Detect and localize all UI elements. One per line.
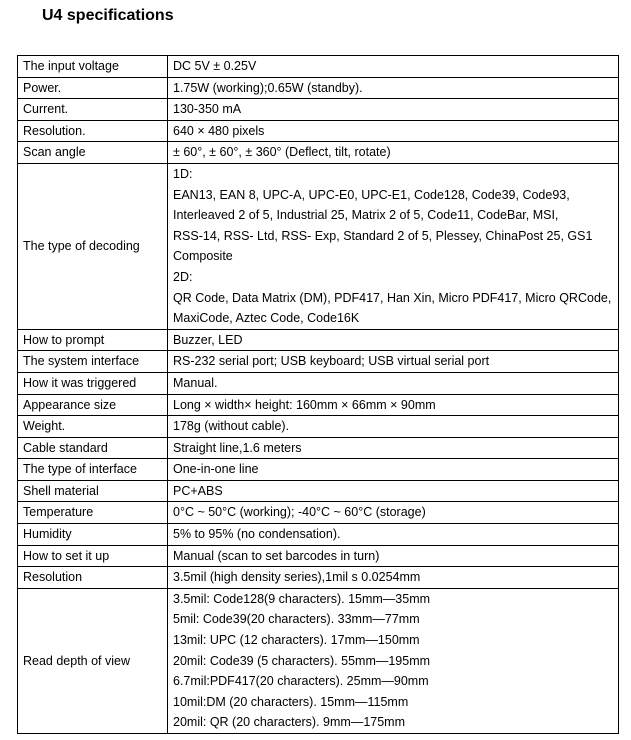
spec-value (168, 99, 619, 121)
spec-label: Current. (18, 99, 168, 121)
table-row (18, 524, 619, 546)
table-row (18, 588, 619, 733)
spec-value-line: ± 60°, ± 60°, ± 360° (Deflect, tilt, rotate) (173, 145, 391, 160)
spec-value-line: RS-232 serial port; USB keyboard; USB virtual serial port (173, 354, 490, 369)
spec-label: Resolution (18, 567, 168, 589)
spec-value (168, 394, 619, 416)
page-title: U4 specifications (42, 7, 174, 24)
spec-label: Shell material (18, 480, 168, 502)
spec-value-line: DC 5V ± 0.25V (173, 59, 257, 73)
spec-value-line: 1D: (173, 166, 193, 181)
spec-label: Humidity (18, 524, 168, 546)
spec-value-line: 13mil: UPC (12 characters). 17mm—150mm (173, 633, 420, 648)
spec-value (168, 163, 619, 329)
spec-label: How to prompt (18, 329, 168, 351)
table-row (18, 77, 619, 99)
spec-value-line: Interleaved 2 of 5, Industrial 25, Matrix 2 of 5, Code11, CodeBar, MSI, (173, 208, 559, 223)
spec-label: The type of interface (18, 459, 168, 481)
table-row (18, 163, 619, 329)
spec-value (168, 524, 619, 546)
spec-value (168, 502, 619, 524)
spec-value (168, 416, 619, 438)
spec-value-line: 0°C ~ 50°C (working); -40°C ~ 60°C (storage) (173, 505, 426, 520)
spec-value-line: Long × width× height: 160mm × 66mm × 90mm (173, 397, 436, 412)
table-row (18, 545, 619, 567)
spec-value (168, 329, 619, 351)
spec-value (168, 567, 619, 589)
spec-value (168, 77, 619, 99)
spec-label: Cable standard (18, 437, 168, 459)
table-row (18, 99, 619, 121)
table-row (18, 416, 619, 438)
table-row (18, 567, 619, 589)
spec-value (168, 480, 619, 502)
table-row (18, 329, 619, 351)
table-row (18, 394, 619, 416)
spec-value-line: MaxiCode, Aztec Code, Code16K (173, 311, 360, 326)
spec-value (168, 437, 619, 459)
table-row (18, 459, 619, 481)
specifications-table-body (18, 56, 619, 734)
spec-label: Read depth of view (18, 588, 168, 733)
spec-value-line: 2D: (173, 269, 193, 284)
spec-label: How it was triggered (18, 372, 168, 394)
spec-label: Weight. (18, 416, 168, 438)
spec-value-line: RSS-14, RSS- Ltd, RSS- Exp, Standard 2 of 5, Plessey, ChinaPost 25, GS1 (173, 228, 593, 243)
spec-value-line: Composite (173, 249, 233, 264)
spec-value-line: 1.75W (working);0.65W (standby). (173, 80, 363, 95)
spec-value-line: EAN13, EAN 8, UPC-A, UPC-E0, UPC-E1, Code128, Code39, Code93, (173, 187, 570, 202)
spec-label: The type of decoding (18, 163, 168, 329)
table-row (18, 437, 619, 459)
specifications-table (17, 55, 619, 734)
spec-value (168, 459, 619, 481)
table-row (18, 502, 619, 524)
spec-label: Scan angle (18, 142, 168, 164)
spec-value (168, 351, 619, 373)
table-row (18, 56, 619, 78)
spec-value-line: 3.5mil (high density series),1mil s 0.0254mm (173, 570, 421, 585)
spec-value-line: 6.7mil:PDF417(20 characters). 25mm—90mm (173, 674, 429, 689)
spec-value-line: 130-350 mA (173, 102, 242, 117)
spec-value-line: One-in-one line (173, 462, 259, 477)
spec-label: The system interface (18, 351, 168, 373)
spec-label: Appearance size (18, 394, 168, 416)
spec-value (168, 56, 619, 78)
spec-value-line: 3.5mil: Code128(9 characters). 15mm—35mm (173, 591, 431, 606)
spec-label: How to set it up (18, 545, 168, 567)
spec-value-line: 20mil: Code39 (5 characters). 55mm—195mm (173, 653, 431, 668)
spec-value-line: 5mil: Code39(20 characters). 33mm—77mm (173, 612, 420, 627)
table-row (18, 480, 619, 502)
spec-label: Temperature (18, 502, 168, 524)
spec-value (168, 545, 619, 567)
spec-value-line: QR Code, Data Matrix (DM), PDF417, Han Xin, Micro PDF417, Micro QRCode, (173, 290, 612, 305)
spec-value-line: Buzzer, LED (173, 332, 243, 347)
spec-value-line: 178g (without cable). (173, 419, 290, 434)
spec-value-line: Straight line,1.6 meters (173, 440, 302, 455)
spec-label: Power. (18, 77, 168, 99)
spec-value-line: 5% to 95% (no condensation). (173, 527, 341, 542)
table-row (18, 372, 619, 394)
spec-value (168, 120, 619, 142)
spec-label: Resolution. (18, 120, 168, 142)
spec-value (168, 142, 619, 164)
spec-value-line: PC+ABS (173, 483, 223, 498)
spec-value-line: Manual (scan to set barcodes in turn) (173, 548, 380, 563)
table-row (18, 142, 619, 164)
spec-value (168, 372, 619, 394)
spec-value-line: 10mil:DM (20 characters). 15mm—115mm (173, 694, 409, 709)
spec-value-line: Manual. (173, 375, 218, 390)
spec-value-line: 640 × 480 pixels (173, 123, 265, 138)
spec-label: The input voltage (18, 56, 168, 78)
spec-value-line: 20mil: QR (20 characters). 9mm—175mm (173, 715, 406, 730)
table-row (18, 351, 619, 373)
spec-value (168, 588, 619, 733)
table-row (18, 120, 619, 142)
